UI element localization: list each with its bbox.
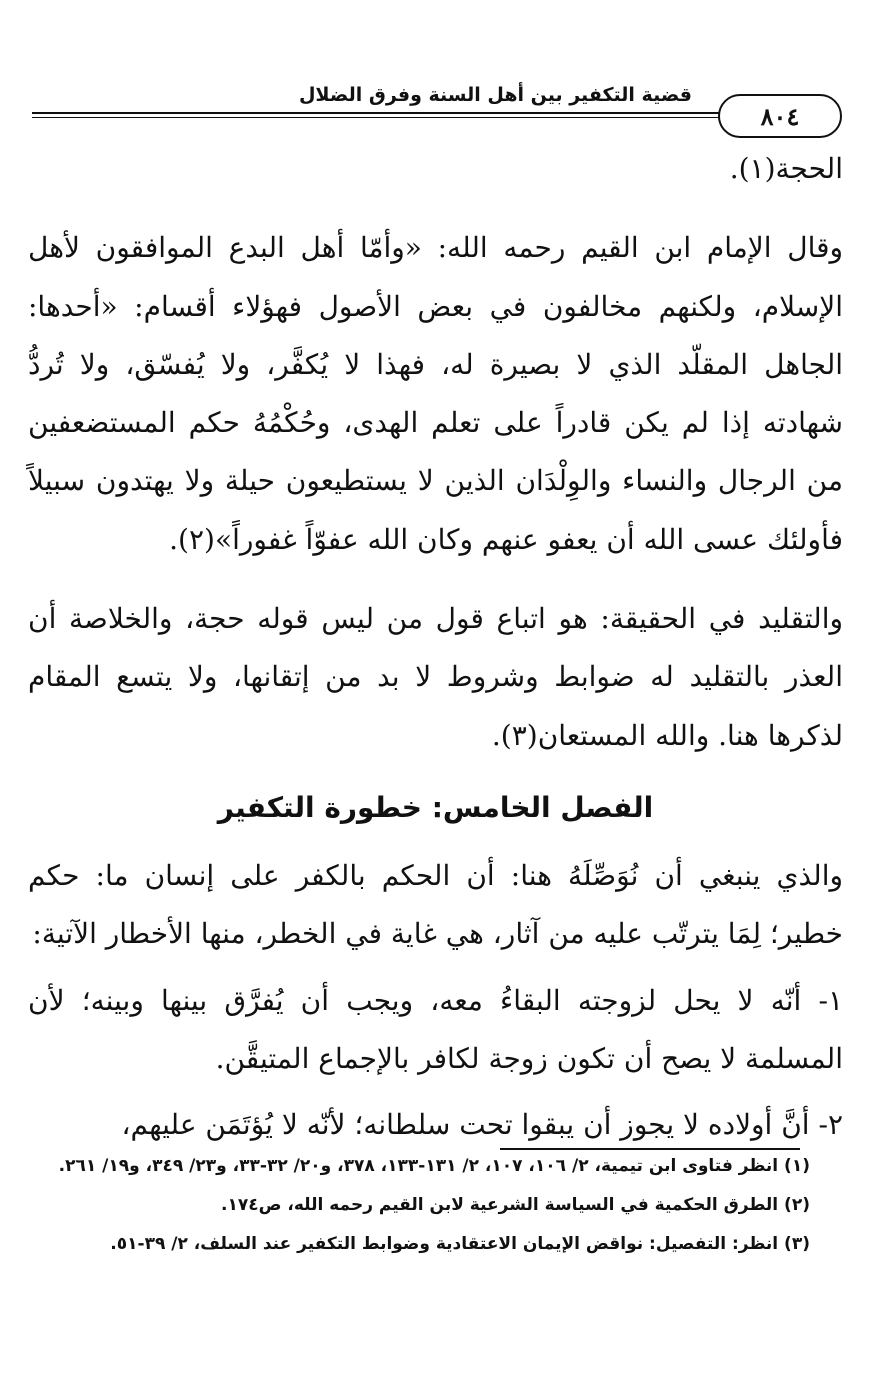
paragraph-taqlid: والتقليد في الحقيقة: هو اتباع قول من ليس قوله حجة، والخلاصة أن العذر بالتقليد له ضوابط وشروط لا بد من إتقانها، ولا يتسع المقام لذكرها هنا. والله المستعان(٣).	[28, 602, 843, 752]
paragraph-ibn-qayyim-quote: وقال الإمام ابن القيم رحمه الله: «وأمّا أهل البدع الموافقون لأهل الإسلام، ولكنهم مخالفون في بعض الأصول فهؤلاء أقسام: «أحدها: الجاهل المقلّد الذي لا بصيرة له، فهذا لا يُكفَّر، ولا يُفسّق، ولا تُردُّ شهادته إذا لم يكن قادراً على تعلم الهدى، وحُكْمُهُ حكم المستضعفين من الرجال والنساء والوِلْدَان الذين لا يستطيعون حيلة ولا يهتدون سبيلاً فأولئك عسى الله أن يعفو عنهم وكان الله عفوّاً غفوراً»(٢).	[28, 231, 843, 556]
list-item-1: ١- أنّه لا يحل لزوجته البقاءُ معه، ويجب أن يُفرَّق بينها وبينه؛ لأن المسلمة لا يصح أن تكون زوجة لكافر بالإجماع المتيقَّن.	[28, 983, 843, 1075]
section-heading: الفصل الخامس: خطورة التكفير	[217, 790, 654, 824]
page-number: ٨٠٤	[718, 94, 842, 138]
paragraph-gap	[28, 1088, 843, 1096]
running-header-title: قضية التكفير بين أهل السنة وفرق الضلال	[298, 84, 692, 106]
footnotes	[20, 1150, 810, 1267]
header-rule-thin	[32, 117, 720, 118]
paragraph-danger-intro: والذي ينبغي أن نُوَصِّلَهُ هنا: أن الحكم بالكفر على إنسان ما: حكم خطير؛ لِمَا يترتّب عليه من آثار، هي غاية في الخطر، منها الأخطار الآتية:	[28, 858, 843, 951]
paragraph-gap	[28, 198, 843, 219]
footnote-2: (٢) الطرق الحكمية في السياسة الشرعية لابن القيم رحمه الله، ص١٧٤.	[221, 1195, 810, 1215]
footnote-1: (١) انظر فتاوى ابن تيمية، ٢/ ١٠٦، ١٠٧، ٢/ ١٣١-١٣٣، ٣٧٨، و٢٠/ ٣٢-٣٣، و٢٣/ ٣٤٩، و١٩/ ٢٦١.	[58, 1156, 810, 1176]
header-rule	[32, 112, 720, 114]
paragraph-continuation: الحجة(١).	[729, 152, 843, 185]
paragraph-gap	[28, 964, 843, 972]
list-item-2: ٢- أنَّ أولاده لا يجوز أن يبقوا تحت سلطانه؛ لأنّه لا يُؤتَمَن عليهم،	[121, 1108, 843, 1142]
footnote-3: (٣) انظر: التفصيل: نواقض الإيمان الاعتقادية وضوابط التكفير عند السلف، ٢/ ٣٩-٥١.	[110, 1234, 810, 1254]
paragraph-gap	[28, 569, 843, 590]
main-text	[28, 140, 843, 1154]
